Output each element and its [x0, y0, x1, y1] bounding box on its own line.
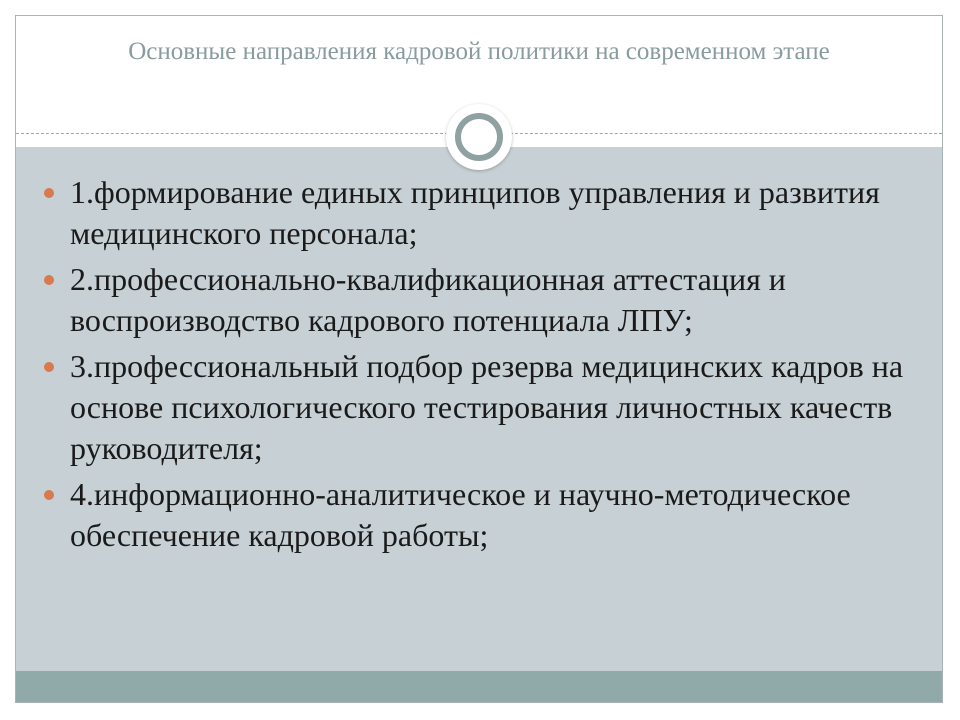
bullet-text: 4.информационно-аналитическое и научно-методическое обеспечение кадровой работы;	[70, 476, 851, 553]
bullet-dot-icon	[44, 275, 54, 285]
bullet-list	[42, 172, 922, 561]
bullet-text: 2.профессионально-квалификационная аттестация и воспроизводство кадрового потенциала ЛПУ;	[70, 261, 786, 338]
bullet-item	[42, 259, 922, 341]
bullet-dot-icon	[44, 490, 54, 500]
bullet-item	[42, 172, 922, 254]
ring-icon	[446, 104, 512, 170]
bullet-text: 3.профессиональный подбор резерва медицинских кадров на основе психологического тестирования личностных качеств руководителя;	[70, 348, 904, 466]
bullet-item	[42, 474, 922, 556]
bullet-text: 1.формирование единых принципов управления и развития медицинского персонала;	[70, 174, 880, 251]
bottom-bar	[16, 671, 942, 702]
ring-inner	[455, 113, 503, 161]
bullet-dot-icon	[44, 188, 54, 198]
bullet-item	[42, 346, 922, 469]
slide-title: Основные направления кадровой политики на современном этапе	[128, 38, 830, 65]
bullet-dot-icon	[44, 362, 54, 372]
